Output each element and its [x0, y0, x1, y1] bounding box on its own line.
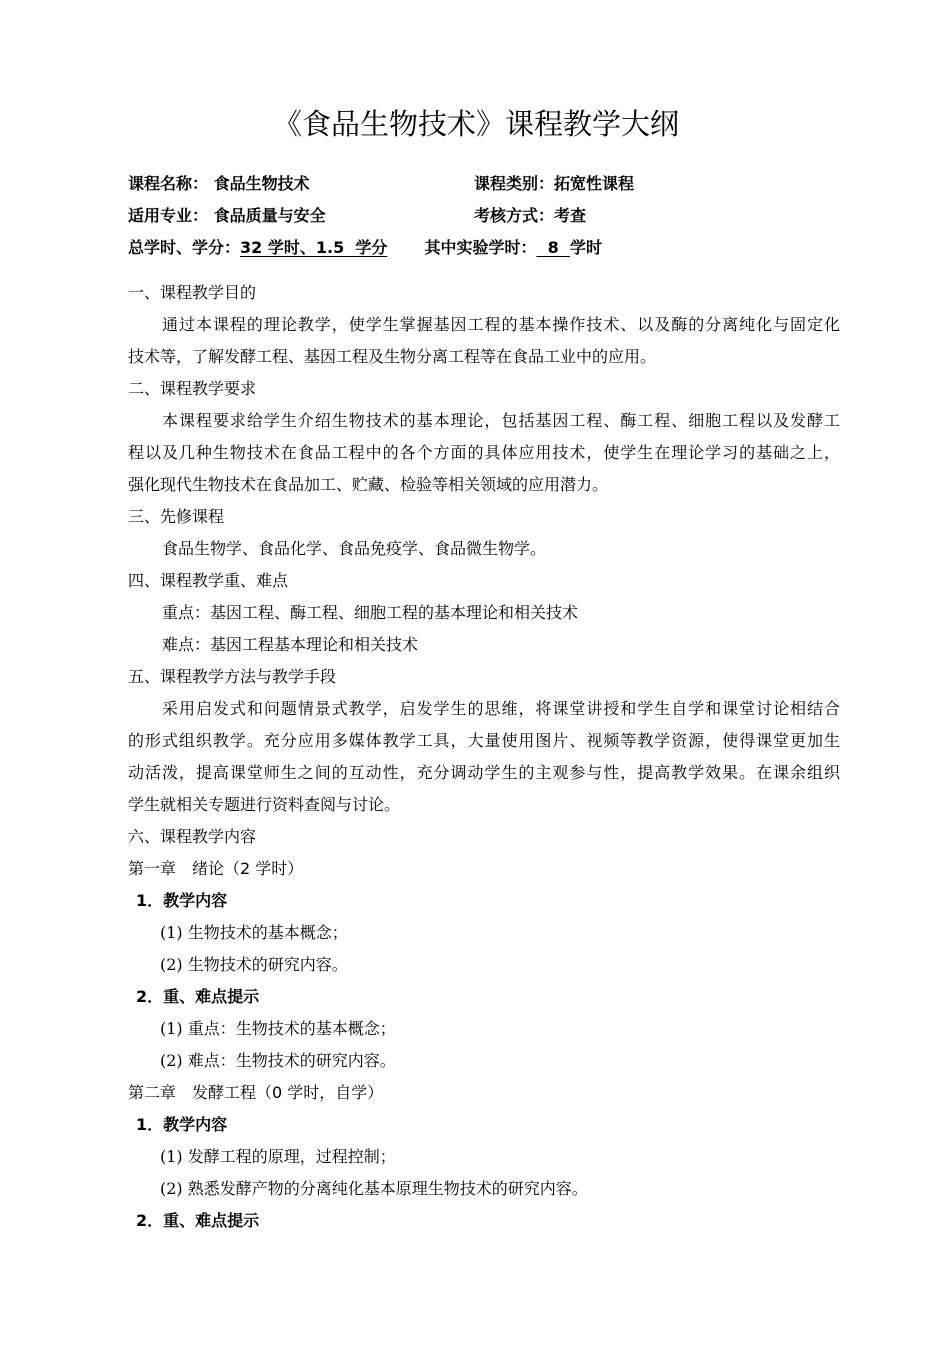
exam-row	[474, 204, 586, 228]
exam-value: 考查	[554, 206, 587, 225]
hours-label: 总学时、学分：	[128, 238, 241, 257]
section-2-text-line: 强化现代生物技术在食品加工、贮藏、检验等相关领域的应用潜力。	[128, 475, 609, 494]
chapter-1-subheading: 1．教学内容	[136, 891, 228, 910]
course-name-label: 课程名称：	[128, 174, 209, 193]
section-2-text-line: 本课程要求给学生介绍生物技术的基本理论，包括基因工程、酶工程、细胞工程以及发酵工	[162, 411, 840, 430]
hours-value: 32 学时、1.5 学分	[240, 238, 388, 257]
section-4-key-points: 重点：基因工程、酶工程、细胞工程的基本理论和相关技术	[162, 603, 579, 622]
exam-label: 考核方式：	[474, 206, 555, 225]
course-type-value: 拓宽性课程	[554, 174, 635, 193]
section-5-text-line: 的形式组织教学。充分应用多媒体教学工具，大量使用图片、视频等教学资源，使得课堂更加生	[128, 731, 840, 750]
chapter-2-subheading: 1．教学内容	[136, 1115, 228, 1134]
section-4-heading: 四、课程教学重、难点	[128, 571, 289, 590]
section-5-text-line: 采用启发式和问题情景式教学，启发学生的思维，将课堂讲授和学生自学和课堂讨论相结合	[162, 699, 840, 718]
list-item: (1) 生物技术的基本概念；	[160, 923, 348, 942]
chapter-2-heading: 第二章 发酵工程（0 学时，自学）	[128, 1083, 384, 1102]
list-item: (2) 熟悉发酵产物的分离纯化基本原理生物技术的研究内容。	[160, 1179, 588, 1198]
section-5-text-line: 学生就相关专题进行资料查阅与讨论。	[128, 795, 401, 814]
section-2-text-line: 程以及几种生物技术在食品工程中的各个方面的具体应用技术，使学生在理论学习的基础之上，	[128, 443, 840, 462]
chapter-2-subheading: 2．重、难点提示	[136, 1211, 260, 1230]
chapter-1-subheading: 2．重、难点提示	[136, 987, 260, 1006]
document-title: 《食品生物技术》课程教学大纲	[272, 107, 679, 141]
list-item: (2) 难点：生物技术的研究内容。	[160, 1051, 396, 1070]
section-3-heading: 三、先修课程	[128, 507, 225, 526]
chapter-1-heading: 第一章 绪论（2 学时）	[128, 859, 304, 878]
section-5-text-line: 动活泼，提高课堂师生之间的互动性，充分调动学生的主观参与性，提高教学效果。在课余组织	[128, 763, 840, 782]
section-1-text-line: 通过本课程的理论教学，使学生掌握基因工程的基本操作技术、以及酶的分离纯化与固定化	[162, 315, 840, 334]
lab-hours-value: 8	[536, 238, 570, 257]
lab-hours-label: 其中实验学时：	[424, 238, 537, 257]
section-4-difficult-points: 难点：基因工程基本理论和相关技术	[162, 635, 419, 654]
section-5-heading: 五、课程教学方法与教学手段	[128, 667, 337, 686]
section-1-heading: 一、课程教学目的	[128, 283, 257, 302]
course-type-label: 课程类别：	[474, 174, 555, 193]
major-label: 适用专业：	[128, 206, 209, 225]
section-6-heading: 六、课程教学内容	[128, 827, 257, 846]
section-1-text-line: 技术等，了解发酵工程、基因工程及生物分离工程等在食品工业中的应用。	[128, 347, 657, 366]
course-type-row	[474, 172, 634, 196]
lab-hours-unit: 学时	[569, 238, 602, 257]
major-row	[128, 204, 326, 228]
list-item: (2) 生物技术的研究内容。	[160, 955, 348, 974]
hours-row	[128, 236, 602, 260]
section-2-heading: 二、课程教学要求	[128, 379, 257, 398]
section-3-text: 食品生物学、食品化学、食品免疫学、食品微生物学。	[162, 539, 547, 558]
list-item: (1) 重点：生物技术的基本概念；	[160, 1019, 396, 1038]
major-value: 食品质量与安全	[213, 206, 326, 225]
course-name-value: 食品生物技术	[213, 174, 310, 193]
list-item: (1) 发酵工程的原理，过程控制；	[160, 1147, 396, 1166]
course-name-row	[128, 172, 310, 196]
